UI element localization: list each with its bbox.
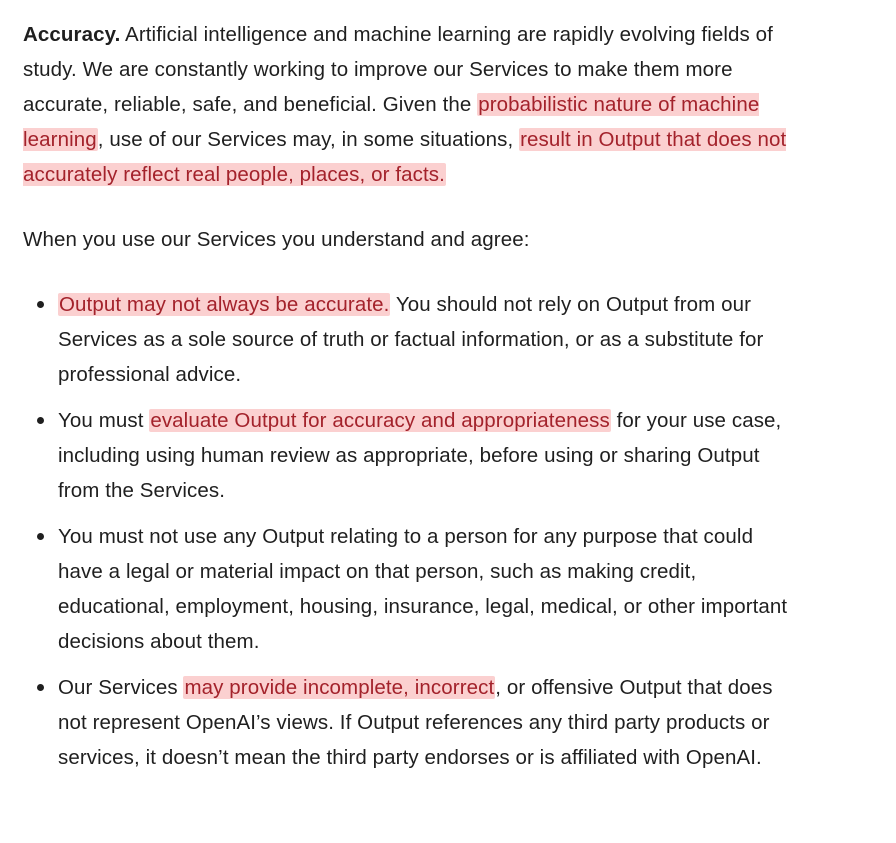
list-item-text-after: , or offensive Output that does not represent OpenAI’s views. If Output references any third party products or services, it doesn’t mean the third party endorses or is affiliated with OpenAI. <box>58 676 773 769</box>
highlight-probabilistic: probabilistic nature of machine learning <box>23 93 760 151</box>
list-item <box>58 403 798 508</box>
list-item-text: You should not rely on Output from our Services as a sole source of truth or factual information, or as a substitute for professional advice. <box>58 293 764 386</box>
list-item <box>58 670 798 775</box>
list-item-text-after: for your use case, including using human review as appropriate, before using or sharing Output from the Services. <box>58 409 782 502</box>
highlight-evaluate-output: evaluate Output for accuracy and appropriateness <box>150 409 610 432</box>
list-item-text: You must not use any Output relating to a person for any purpose that could have a legal or material impact on that person, such as making credit, educational, employment, housing, insurance, legal, medical, or other important decisions about them. <box>58 525 788 653</box>
accuracy-text-2: , use of our Services may, in some situations, <box>97 128 520 151</box>
highlight-inaccurate-output: result in Output that does not accurately reflect real people, places, or facts. <box>23 128 787 186</box>
accuracy-heading: Accuracy. <box>23 23 121 46</box>
agreement-list <box>23 287 823 775</box>
agreement-lead: When you use our Services you understand and agree: <box>23 228 530 251</box>
list-item-text-before: You must <box>58 409 150 432</box>
list-item <box>58 287 798 392</box>
accuracy-text-1: Artificial intelligence and machine learning are rapidly evolving fields of study. We are constantly working to improve our Services to make them more accurate, reliable, safe, and beneficial. Given the <box>23 23 773 116</box>
accuracy-paragraph <box>23 17 823 192</box>
list-item <box>58 519 798 659</box>
highlight-not-accurate: Output may not always be accurate. <box>59 293 390 316</box>
list-item-text-before: Our Services <box>58 676 184 699</box>
highlight-incomplete-incorrect: may provide incomplete, incorrect <box>184 676 495 699</box>
